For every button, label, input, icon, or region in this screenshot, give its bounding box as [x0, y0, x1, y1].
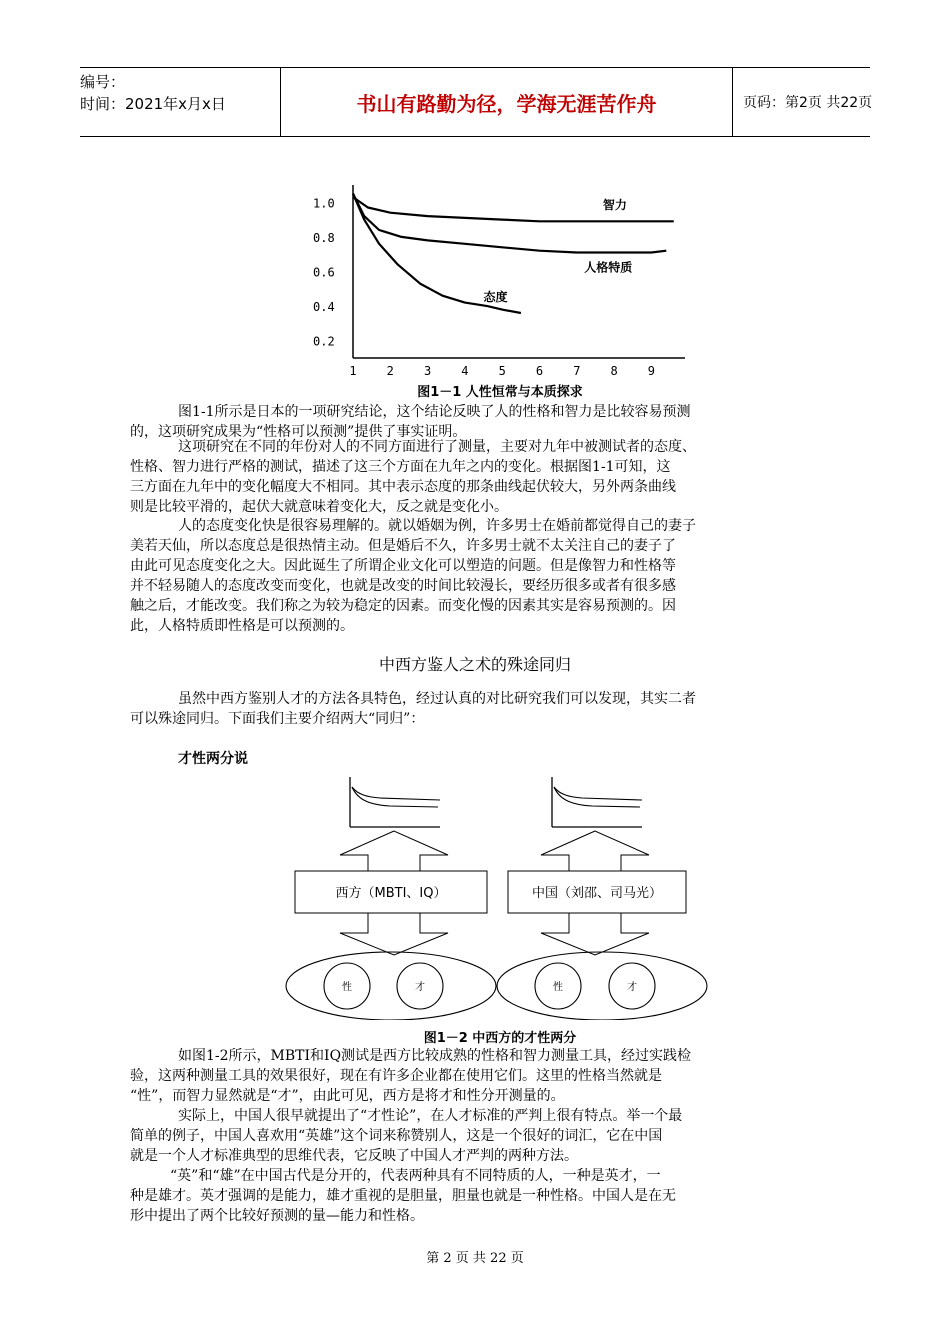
text-line: 并不轻易随人的态度改变而变化，也就是改变的时间比较漫长，要经历很多或者有很多感: [130, 578, 676, 594]
text-line: 虽然中西方鉴别人才的方法各具特色，经过认真的对比研究我们可以发现，其实二者: [178, 691, 696, 707]
text-line: 种是雄才。英才强调的是能力，雄才重视的是胆量，胆量也就是一种性格。中国人是在无: [130, 1188, 676, 1204]
text-line: 三方面在九年中的变化幅度大不相同。其中表示态度的那条曲线起伏较大，另外两条曲线: [130, 479, 676, 495]
series-label: 态度: [483, 289, 508, 304]
section-title: 中西方鉴人之术的殊途同归: [378, 655, 571, 674]
x-tick-label: 1: [349, 364, 357, 378]
page-header: [80, 67, 873, 137]
figure2-caption: 图1－2 中西方的才性两分: [423, 1031, 577, 1046]
figure1-chart: [305, 180, 695, 380]
west-box-label: 西方（MBTI、IQ）: [335, 886, 447, 901]
y-tick-label: 0.4: [313, 300, 335, 315]
x-tick-label: 6: [535, 364, 544, 378]
subsection-title: 才性两分说: [178, 751, 248, 767]
header-motto: 书山有路勤为径，学海无涯苦作舟: [280, 68, 733, 136]
china-talent-label: 才: [627, 982, 637, 993]
text-line: 就是一个人才标准典型的思维代表，它反映了中国人才严判的两种方法。: [130, 1148, 578, 1164]
figure2-diagram: [280, 765, 720, 1020]
text-line: 图1-1所示是日本的一项研究结论，这个结论反映了人的性格和智力是比较容易预测: [178, 404, 691, 420]
header-page-info: 页码：第2页 共22页: [743, 95, 873, 111]
text-line: 此，人格特质即性格是可以预测的。: [130, 618, 354, 634]
y-tick-label: 0.8: [313, 230, 335, 245]
mini-chart-china: [552, 777, 642, 827]
text-line: 如图1-2所示，MBTI和IQ测试是西方比较成熟的性格和智力测量工具，经过实践检: [178, 1048, 692, 1064]
x-tick-label: 2: [386, 364, 394, 378]
west-ellipse: [286, 952, 496, 1020]
west-nature-label: 性: [342, 982, 352, 993]
date-label: 时间：2021年x月x日: [80, 95, 226, 113]
text-line: “英”和“雄”在中国古代是分开的，代表两种具有不同特质的人，一种是英才，一: [170, 1168, 661, 1184]
page-footer: 第 2 页 共 22 页: [426, 1251, 524, 1266]
series-label: 智力: [602, 198, 627, 213]
y-tick-label: 0.6: [313, 265, 335, 280]
y-tick-label: 0.2: [313, 334, 335, 349]
text-line: 形中提出了两个比较好预测的量—能力和性格。: [130, 1208, 424, 1224]
x-tick-label: 7: [573, 364, 581, 378]
number-label: 编号：: [80, 73, 126, 91]
text-line: 实际上，中国人很早就提出了“才性论”，在人才标准的严判上很有特点。举一个最: [178, 1108, 683, 1124]
china-nature-label: 性: [553, 982, 563, 993]
x-tick-label: 5: [498, 364, 506, 378]
x-tick-label: 8: [610, 364, 618, 378]
text-line: 可以殊途同归。下面我们主要介绍两大“同归”：: [130, 711, 425, 727]
text-line: 验，这两种测量工具的效果很好，现在有许多企业都在使用它们。这里的性格当然就是: [130, 1068, 662, 1084]
text-line: 则是比较平滑的，起伏大就意味着变化大，反之就是变化小。: [130, 499, 508, 515]
y-tick-label: 1.0: [313, 196, 335, 211]
text-line: 简单的例子，中国人喜欢用“英雄”这个词来称赞别人，这是一个很好的词汇，它在中国: [130, 1128, 663, 1144]
x-tick-label: 3: [423, 364, 432, 378]
china-box-label: 中国（刘邵、司马光）: [531, 886, 663, 901]
text-line: 的，这项研究成果为“性格可以预测”提供了事实证明。: [130, 424, 467, 440]
x-tick-label: 9: [647, 364, 656, 378]
text-line: “性”，而智力显然就是“才”，由此可见，西方是将才和性分开测量的。: [130, 1088, 565, 1104]
series-label: 人格特质: [584, 260, 633, 275]
mini-chart-west: [350, 777, 440, 827]
text-line: 触之后，才能改变。我们称之为较为稳定的因素。而变化慢的因素其实是容易预测的。因: [130, 598, 676, 614]
header-meta: [80, 68, 280, 136]
text-line: 美若天仙，所以态度总是很热情主动。但是婚后不久，许多男士就不太关注自己的妻子了: [130, 538, 676, 554]
text-line: 这项研究在不同的年份对人的不同方面进行了测量，主要对九年中被测试者的态度、: [178, 439, 696, 455]
text-line: 人的态度变化快是很容易理解的。就以婚姻为例，许多男士在婚前都觉得自己的妻子: [178, 518, 696, 534]
china-ellipse: [497, 952, 707, 1020]
figure1-caption: 图1－1 人性恒常与本质探求: [417, 385, 583, 400]
west-talent-label: 才: [415, 982, 425, 993]
x-tick-label: 4: [461, 364, 469, 378]
text-line: 由此可见态度变化之大。因此诞生了所谓企业文化可以塑造的问题。但是像智力和性格等: [130, 558, 676, 574]
text-line: 性格、智力进行严格的测试，描述了这三个方面在九年之内的变化。根据图1-1可知，这: [130, 459, 671, 475]
